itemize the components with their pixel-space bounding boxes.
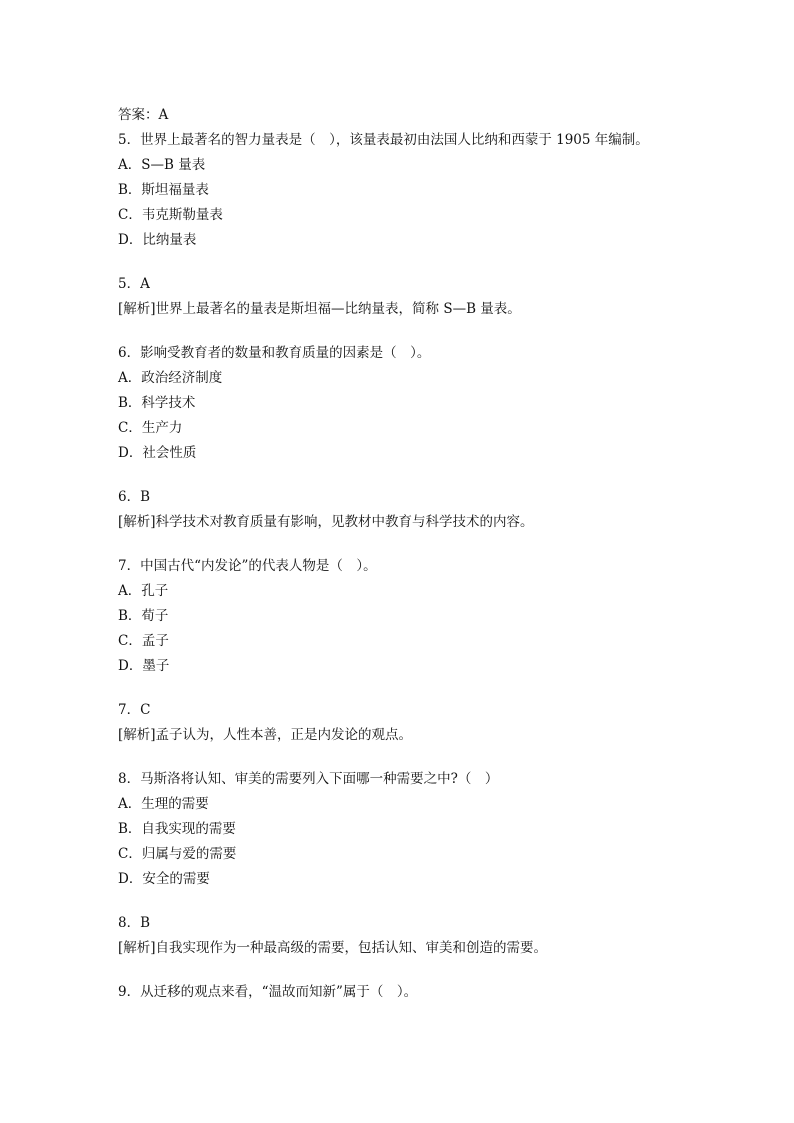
- paragraph-gap: [118, 679, 718, 698]
- text-line: D．安全的需要: [118, 871, 210, 887]
- text-line: C．韦克斯勒量表: [118, 207, 223, 223]
- text-line: A．生理的需要: [118, 796, 209, 812]
- text-line: B．斯坦福量表: [118, 182, 209, 198]
- text-line: [解析]自我实现作为一种最高级的需要，包括认知、审美和创造的需要。: [118, 940, 548, 956]
- text-line: 9．从迁移的观点来看，“温故而知新”属于（ ）。: [118, 984, 418, 1000]
- paragraph-gap: [118, 892, 718, 911]
- text-line: B．荀子: [118, 608, 169, 624]
- text-line: B．自我实现的需要: [118, 821, 236, 837]
- text-line: 6．影响受教育者的数量和教育质量的因素是（ ）。: [118, 345, 431, 361]
- paragraph-gap: [118, 748, 718, 767]
- paragraph-gap: [118, 253, 718, 272]
- text-line: C．生产力: [118, 420, 183, 436]
- paragraph-gap: [118, 535, 718, 554]
- text-line: 8．B: [118, 915, 151, 931]
- text-line: 5．A: [118, 276, 150, 292]
- text-line: [解析]世界上最著名的量表是斯坦福—比纳量表，简称 S—B 量表。: [118, 301, 521, 317]
- text-line: 5．世界上最著名的智力量表是（ ），该量表最初由法国人比纳和西蒙于 1905 年编制。: [118, 132, 649, 148]
- paragraph-gap: [118, 322, 718, 341]
- text-line: A．政治经济制度: [118, 370, 223, 386]
- text-line: B．科学技术: [118, 395, 196, 411]
- text-line: [解析]科学技术对教育质量有影响，见教材中教育与科学技术的内容。: [118, 514, 534, 530]
- text-line: D．墨子: [118, 658, 170, 674]
- document-page: [118, 103, 718, 1005]
- text-line: D．社会性质: [118, 445, 197, 461]
- text-line: 答案：A: [118, 107, 169, 123]
- text-line: C．归属与爱的需要: [118, 846, 237, 862]
- text-line: C．孟子: [118, 633, 169, 649]
- text-line: D．比纳量表: [118, 232, 197, 248]
- text-line: 6．B: [118, 489, 151, 505]
- text-line: 7．C: [118, 702, 151, 718]
- text-line: 7．中国古代“内发论”的代表人物是（ ）。: [118, 558, 377, 574]
- text-line: A．S—B 量表: [118, 157, 206, 173]
- text-line: 8．马斯洛将认知、审美的需要列入下面哪一种需要之中?（ ）: [118, 771, 499, 787]
- text-line: A．孔子: [118, 583, 169, 599]
- text-line: [解析]孟子认为，人性本善，正是内发论的观点。: [118, 727, 413, 743]
- paragraph-gap: [118, 466, 718, 485]
- paragraph-gap: [118, 961, 718, 980]
